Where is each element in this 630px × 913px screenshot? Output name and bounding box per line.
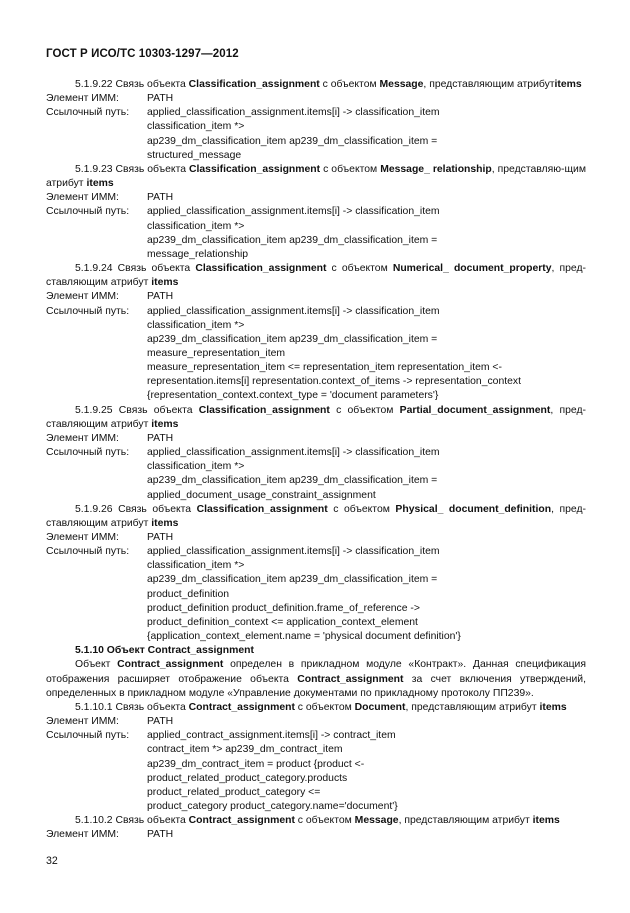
attribute-name: items: [554, 79, 582, 90]
path-line: applied_classification_assignment.items[i] -> classification_item: [147, 305, 440, 317]
entity-name: Classification_assignment: [196, 503, 328, 515]
element-value: PATH: [147, 432, 174, 444]
element-value: PATH: [147, 192, 174, 204]
mapping-heading-text: , пред-ставляющим атрибут: [46, 503, 586, 529]
element-row: [46, 432, 586, 446]
section-heading: 5.1.10 Объект Contract_assignment: [75, 645, 254, 657]
path-line: classification_item *>: [147, 560, 245, 572]
mapping-heading-text: 5.1.9.24 Связь объекта: [75, 263, 196, 275]
target-entity-name: Physical_ document_definition: [395, 503, 552, 515]
mapping-heading-text: с объектом: [329, 404, 400, 416]
path-lines: [147, 446, 586, 503]
path-line: product_related_product_category.products: [147, 772, 348, 784]
element-label: Элемент ИММ:: [46, 432, 119, 444]
attribute-name: items: [86, 178, 114, 190]
path-label: Ссылочный путь:: [46, 447, 130, 459]
mapping-heading-text: 5.1.10.2 Связь объекта: [75, 815, 189, 827]
path-row: [46, 545, 586, 644]
page-header: ГОСТ Р ИСО/ТС 10303-1297—2012: [46, 48, 239, 60]
element-value: PATH: [147, 93, 174, 105]
path-line: ap239_dm_classification_item ap239_dm_classification_item =: [147, 475, 438, 487]
path-line: structured_message: [147, 149, 242, 161]
entity-name: Contract_assignment: [188, 701, 295, 713]
attribute-name: items: [532, 815, 560, 827]
element-label: Элемент ИММ:: [46, 93, 119, 105]
intro-text: Объект: [75, 659, 118, 671]
mapping-heading-text: , представляю-щим атрибут: [46, 163, 586, 190]
path-line: ap239_dm_classification_item ap239_dm_classification_item =: [147, 333, 438, 345]
path-line: applied_classification_assignment.items[i] -> classification_item: [147, 107, 440, 119]
mapping-heading: [46, 503, 586, 531]
entity-name: Contract_assignment: [297, 673, 404, 685]
section-intro: [46, 658, 586, 700]
element-label: Элемент ИММ:: [46, 716, 119, 728]
path-line: ap239_dm_classification_item ap239_dm_classification_item =: [147, 135, 438, 147]
path-line: product_related_product_category <=: [147, 786, 321, 798]
entity-name: Classification_assignment: [198, 404, 330, 416]
path-line: applied_contract_assignment.items[i] -> contract_item: [147, 730, 396, 742]
target-entity-name: Partial_document_assignment: [399, 404, 551, 416]
target-entity-name: Message: [354, 815, 399, 827]
path-line: classification_item *>: [147, 461, 245, 473]
element-value: PATH: [147, 716, 174, 728]
element-label: Элемент ИММ:: [46, 291, 119, 303]
path-lines: [147, 305, 586, 404]
element-label: Элемент ИММ:: [46, 532, 119, 543]
path-line: classification_item *>: [147, 121, 245, 133]
path-line: product_category product_category.name='document'}: [147, 800, 398, 812]
intro-text: за счет включения утверждений, определенных в прикладном модуле «Управление документами по прикладному протоколу ПП239».: [46, 673, 586, 699]
path-lines: [147, 545, 586, 644]
path-line: applied_classification_assignment.items[i] -> classification_item: [147, 546, 440, 558]
mapping-heading-text: с объектом: [327, 503, 396, 515]
element-row: [46, 290, 586, 304]
element-row: [46, 191, 586, 205]
intro-text: определен в прикладном модуле «Контракт». Данная спецификация отображения расширяет отображение объекта: [46, 659, 586, 685]
path-line: classification_item *>: [147, 319, 245, 331]
mapping-heading: [46, 404, 586, 432]
path-line: applied_classification_assignment.items[i] -> classification_item: [147, 206, 440, 218]
entity-name: Contract_assignment: [188, 815, 295, 827]
element-row: [46, 828, 586, 842]
mapping-heading-text: , представляющим атрибут: [405, 701, 540, 713]
element-row: [46, 531, 586, 545]
attribute-name: items: [539, 701, 567, 713]
mapping-heading-text: 5.1.10.1 Связь объекта: [75, 701, 189, 713]
target-entity-name: Message: [379, 79, 424, 90]
attribute-name: items: [151, 418, 179, 430]
element-row: [46, 92, 586, 106]
path-line: {representation_context.context_type = 'document parameters'}: [147, 390, 439, 402]
path-line: product_definition_context <= application_context_element: [147, 616, 418, 628]
path-row: [46, 729, 586, 814]
path-line: product_definition: [147, 588, 230, 600]
path-row: [46, 446, 586, 503]
path-line: applied_document_usage_constraint_assignment: [147, 489, 376, 501]
mapping-heading-text: , пред-ставляющим атрибут: [46, 263, 587, 289]
path-label: Ссылочный путь:: [46, 107, 130, 119]
path-line: contract_item *> ap239_dm_contract_item: [147, 744, 343, 756]
path-row: [46, 305, 586, 404]
path-lines: [147, 106, 586, 163]
target-entity-name: Message_ relationship: [380, 163, 492, 175]
path-line: {application_context_element.name = 'physical document definition'}: [147, 631, 461, 643]
entity-name: Classification_assignment: [188, 79, 320, 90]
mapping-heading-text: 5.1.9.22 Связь объекта: [75, 79, 189, 90]
mapping-heading: [46, 814, 586, 828]
target-entity-name: Document: [354, 701, 406, 713]
element-label: Элемент ИММ:: [46, 192, 119, 204]
entity-name: Classification_assignment: [195, 263, 327, 275]
mapping-heading-text: с объектом: [294, 701, 355, 713]
path-line: representation.items[i] representation.context_of_items -> representation_context: [147, 376, 521, 388]
mapping-heading: [46, 163, 586, 191]
element-value: PATH: [147, 532, 174, 543]
element-value: PATH: [147, 291, 174, 303]
mapping-heading-text: с объектом: [319, 79, 380, 90]
mapping-heading-text: 5.1.9.23 Связь объекта: [75, 163, 190, 175]
path-line: applied_classification_assignment.items[i] -> classification_item: [147, 447, 440, 459]
path-label: Ссылочный путь:: [46, 206, 130, 218]
path-line: classification_item *>: [147, 220, 245, 232]
path-line: ap239_dm_classification_item ap239_dm_classification_item =: [147, 574, 438, 586]
path-label: Ссылочный путь:: [46, 730, 130, 742]
path-line: ap239_dm_classification_item ap239_dm_classification_item =: [147, 234, 438, 246]
path-row: [46, 205, 586, 262]
mapping-heading-text: с объектом: [326, 263, 393, 275]
path-label: Ссылочный путь:: [46, 305, 130, 317]
mapping-heading: [46, 701, 586, 715]
mapping-heading-text: с объектом: [294, 815, 355, 827]
attribute-name: items: [151, 517, 179, 529]
path-line: measure_representation_item <= representation_item representation_item <-: [147, 362, 502, 374]
mapping-heading-text: 5.1.9.26 Связь объекта: [75, 503, 197, 515]
element-row: [46, 715, 586, 729]
path-line: ap239_dm_contract_item = product {product <-: [147, 758, 365, 770]
path-line: product_definition product_definition.frame_of_reference ->: [147, 602, 420, 614]
document-body: [46, 78, 586, 842]
path-row: [46, 106, 586, 163]
mapping-heading: [46, 262, 586, 290]
mapping-heading-text: , представляющим атрибут: [398, 815, 533, 827]
mapping-heading-text: , пред-ставляющим атрибут: [46, 404, 586, 430]
page-number: 32: [46, 855, 58, 867]
mapping-heading-text: , представляющим атрибут: [423, 79, 555, 90]
attribute-name: items: [151, 277, 179, 289]
entity-name: Contract_assignment: [117, 659, 224, 671]
element-label: Элемент ИММ:: [46, 829, 119, 841]
target-entity-name: Numerical_ document_property: [392, 263, 552, 275]
mapping-heading-text: 5.1.9.25 Связь объекта: [75, 404, 199, 416]
path-line: measure_representation_item: [147, 347, 286, 359]
mapping-heading: [46, 78, 586, 92]
path-lines: [147, 205, 586, 262]
path-line: message_relationship: [147, 248, 249, 260]
element-value: PATH: [147, 829, 174, 841]
path-lines: [147, 729, 586, 814]
path-label: Ссылочный путь:: [46, 546, 130, 558]
entity-name: Classification_assignment: [189, 163, 321, 175]
mapping-heading-text: с объектом: [320, 163, 381, 175]
